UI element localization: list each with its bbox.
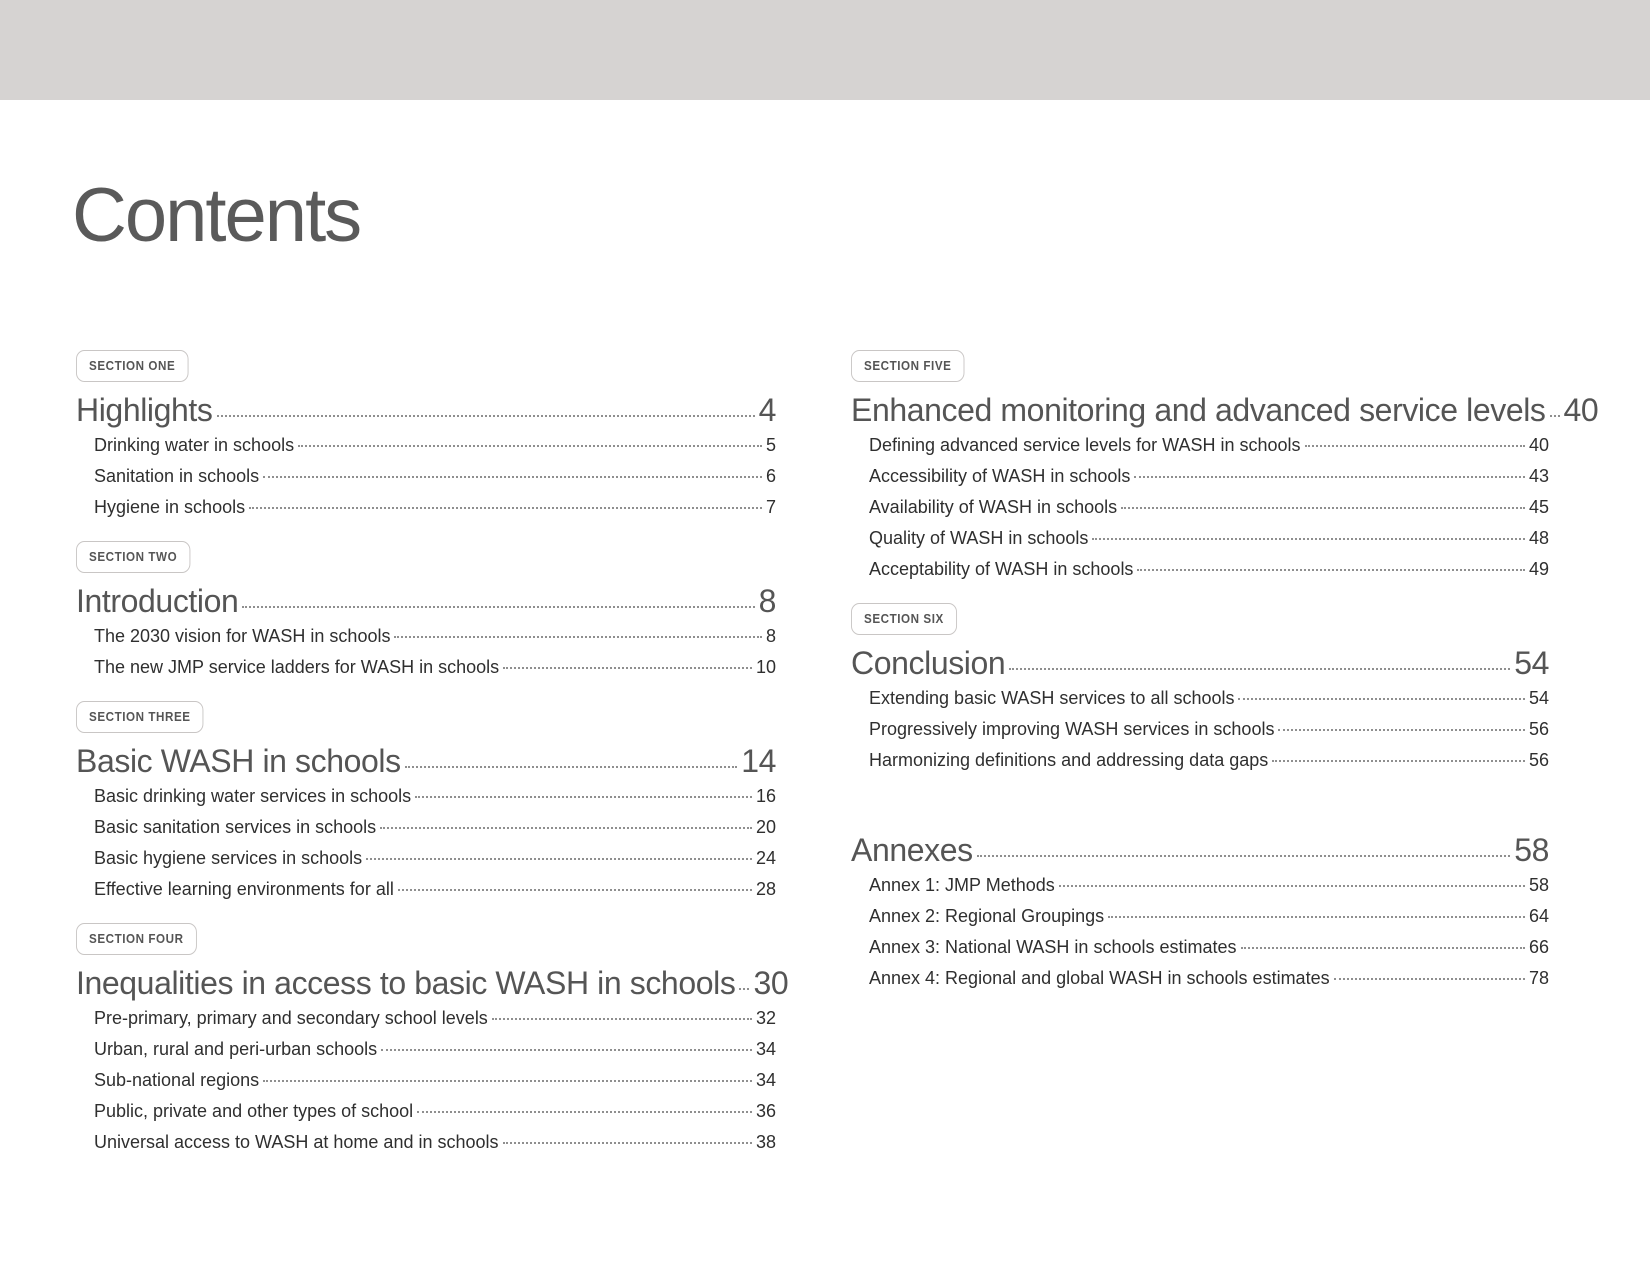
toc-entry-page-number: 56	[1528, 750, 1549, 770]
toc-entry[interactable]	[76, 1003, 776, 1034]
toc-section	[76, 541, 776, 683]
toc-entry-page-number: 43	[1528, 466, 1549, 486]
toc-annexes	[851, 830, 1549, 994]
toc-entry-page-number: 28	[755, 879, 776, 899]
toc-entry[interactable]	[851, 683, 1549, 714]
toc-entry-page-number: 38	[755, 1132, 776, 1152]
toc-heading-entry-page-number: 40	[1563, 392, 1599, 428]
page-title: Contents	[72, 173, 361, 258]
toc-entry-label: The 2030 vision for WASH in schools	[94, 626, 391, 646]
toc-entry[interactable]	[76, 621, 776, 652]
toc-entry-page-number: 58	[1528, 875, 1549, 895]
toc-entry[interactable]	[76, 461, 776, 492]
dot-leader	[249, 507, 762, 509]
toc-entry-page-number: 34	[755, 1039, 776, 1059]
toc-left-column	[76, 350, 789, 1176]
header-band	[0, 0, 1650, 100]
toc-entry-label: The new JMP service ladders for WASH in schools	[94, 657, 500, 677]
toc-entry[interactable]	[851, 901, 1549, 932]
dot-leader	[1137, 569, 1525, 571]
toc-section	[851, 350, 1599, 585]
dot-leader	[263, 1080, 752, 1082]
dot-leader	[242, 606, 754, 608]
dot-leader	[1009, 668, 1510, 670]
toc-entry[interactable]	[851, 492, 1549, 523]
toc-entry-label: Basic drinking water services in schools	[94, 786, 412, 806]
toc-entry[interactable]	[76, 492, 776, 523]
toc-entry-label: Sanitation in schools	[94, 466, 260, 486]
toc-entry-label: Accessibility of WASH in schools	[869, 466, 1131, 486]
toc-entry-label: Drinking water in schools	[94, 435, 295, 455]
toc-section	[76, 923, 789, 1158]
toc-entry-label: Sub-national regions	[94, 1070, 260, 1090]
toc-entry-page-number: 49	[1528, 559, 1549, 579]
section-badge: SECTION FOUR	[76, 923, 197, 955]
toc-entry-label: Harmonizing definitions and addressing data gaps	[869, 750, 1269, 770]
toc-entry[interactable]	[851, 932, 1549, 963]
section-badge: SECTION ONE	[76, 350, 188, 382]
toc-entry-page-number: 45	[1528, 497, 1549, 517]
dot-leader	[1238, 698, 1524, 700]
toc-entry[interactable]	[851, 745, 1549, 776]
section-badge: SECTION SIX	[851, 603, 957, 635]
dot-leader	[298, 445, 762, 447]
toc-entry-page-number: 8	[765, 626, 776, 646]
toc-entry-page-number: 20	[755, 817, 776, 837]
dot-leader	[503, 1142, 752, 1144]
dot-leader	[503, 667, 752, 669]
toc-entry-page-number: 24	[755, 848, 776, 868]
dot-leader	[1121, 507, 1525, 509]
dot-leader	[1108, 916, 1525, 918]
toc-heading-entry-page-number: 54	[1514, 645, 1549, 681]
toc-heading-entry[interactable]	[76, 963, 789, 1003]
toc-entry[interactable]	[851, 963, 1549, 994]
toc-entry-label: Extending basic WASH services to all schools	[869, 688, 1235, 708]
toc-entry-page-number: 34	[755, 1070, 776, 1090]
toc-entry[interactable]	[76, 1096, 776, 1127]
toc-heading-entry-page-number: 58	[1514, 832, 1549, 868]
toc-entry-page-number: 10	[755, 657, 776, 677]
toc-entry-page-number: 32	[755, 1008, 776, 1028]
toc-section	[76, 701, 776, 905]
toc-heading-entry-label: Annexes	[851, 832, 973, 868]
toc-heading-entry-page-number: 30	[753, 965, 789, 1001]
toc-entry[interactable]	[76, 430, 776, 461]
toc-entry-page-number: 7	[765, 497, 776, 517]
toc-entry-page-number: 54	[1528, 688, 1549, 708]
toc-entry-page-number: 66	[1528, 937, 1549, 957]
toc-entry[interactable]	[76, 843, 776, 874]
toc-entry[interactable]	[851, 870, 1549, 901]
dot-leader	[263, 476, 762, 478]
toc-heading-entry-label: Introduction	[76, 583, 239, 619]
toc-entry-label: Effective learning environments for all	[94, 879, 394, 899]
toc-heading-entry-label: Conclusion	[851, 645, 1006, 681]
toc-entry-label: Annex 3: National WASH in schools estimates	[869, 937, 1237, 957]
toc-entry-label: Acceptability of WASH in schools	[869, 559, 1134, 579]
dot-leader	[1278, 729, 1525, 731]
toc-heading-entry[interactable]	[851, 643, 1549, 683]
toc-entry-page-number: 64	[1528, 906, 1549, 926]
toc-heading-entry-page-number: 8	[758, 583, 776, 619]
dot-leader	[415, 796, 752, 798]
toc-heading-entry-label: Basic WASH in schools	[76, 743, 401, 779]
toc-entry[interactable]	[76, 874, 776, 905]
toc-entry[interactable]	[76, 812, 776, 843]
toc-heading-entry-page-number: 4	[758, 392, 776, 428]
dot-leader	[1305, 445, 1525, 447]
toc-entry-label: Urban, rural and peri-urban schools	[94, 1039, 378, 1059]
section-badge: SECTION THREE	[76, 701, 204, 733]
toc-heading-entry[interactable]	[76, 390, 776, 430]
toc-right-column	[851, 350, 1599, 1012]
toc-entry[interactable]	[76, 1065, 776, 1096]
toc-entry[interactable]	[851, 714, 1549, 745]
toc-heading-entry[interactable]	[76, 741, 776, 781]
toc-entry[interactable]	[76, 1034, 776, 1065]
dot-leader	[417, 1111, 752, 1113]
dot-leader	[366, 858, 752, 860]
toc-entry[interactable]	[851, 461, 1549, 492]
toc-entry-page-number: 6	[765, 466, 776, 486]
toc-entry-page-number: 5	[765, 435, 776, 455]
dot-leader	[1092, 538, 1525, 540]
toc-entry[interactable]	[76, 781, 776, 812]
toc-entry-label: Universal access to WASH at home and in schools	[94, 1132, 499, 1152]
toc-entry-label: Annex 2: Regional Groupings	[869, 906, 1105, 926]
dot-leader	[1550, 415, 1560, 417]
toc-entry-page-number: 48	[1528, 528, 1549, 548]
toc-entry-page-number: 40	[1528, 435, 1549, 455]
toc-heading-entry[interactable]	[76, 581, 776, 621]
toc-heading-entry-label: Enhanced monitoring and advanced service levels	[851, 392, 1546, 428]
dot-leader	[1334, 978, 1525, 980]
toc-entry-label: Public, private and other types of school	[94, 1101, 414, 1121]
toc-heading-entry-label: Highlights	[76, 392, 213, 428]
toc-heading-entry[interactable]	[851, 830, 1549, 870]
dot-leader	[398, 889, 752, 891]
toc-entry[interactable]	[851, 523, 1549, 554]
toc-entry-label: Quality of WASH in schools	[869, 528, 1089, 548]
toc-entry-page-number: 56	[1528, 719, 1549, 739]
toc-entry-label: Availability of WASH in schools	[869, 497, 1118, 517]
dot-leader	[492, 1018, 752, 1020]
toc-entry-label: Pre-primary, primary and secondary school levels	[94, 1008, 488, 1028]
toc-entry-label: Annex 4: Regional and global WASH in schools estimates	[869, 968, 1330, 988]
toc-entry[interactable]	[76, 1127, 776, 1158]
toc-entry[interactable]	[851, 430, 1549, 461]
dot-leader	[405, 766, 737, 768]
toc-entry-label: Progressively improving WASH services in schools	[869, 719, 1275, 739]
dot-leader	[1059, 885, 1525, 887]
dot-leader	[394, 636, 762, 638]
dot-leader	[217, 415, 755, 417]
toc-entry-label: Basic sanitation services in schools	[94, 817, 377, 837]
toc-entry-page-number: 36	[755, 1101, 776, 1121]
section-badge: SECTION TWO	[76, 541, 190, 573]
dot-leader	[1134, 476, 1525, 478]
toc-section	[76, 350, 776, 523]
toc-heading-entry-page-number: 14	[741, 743, 776, 779]
dot-leader	[1272, 760, 1525, 762]
dot-leader	[739, 988, 749, 990]
toc-entry-page-number: 16	[755, 786, 776, 806]
toc-heading-entry-label: Inequalities in access to basic WASH in schools	[76, 965, 736, 1001]
dot-leader	[380, 827, 752, 829]
dot-leader	[977, 855, 1510, 857]
toc-entry-label: Basic hygiene services in schools	[94, 848, 363, 868]
toc-entry[interactable]	[76, 652, 776, 683]
dot-leader	[1241, 947, 1525, 949]
toc-entry[interactable]	[851, 554, 1549, 585]
toc-entry-page-number: 78	[1528, 968, 1549, 988]
section-badge: SECTION FIVE	[851, 350, 964, 382]
toc-heading-entry[interactable]	[851, 390, 1599, 430]
dot-leader	[381, 1049, 752, 1051]
toc-entry-label: Hygiene in schools	[94, 497, 246, 517]
toc-section	[851, 603, 1549, 776]
toc-entry-label: Defining advanced service levels for WASH in schools	[869, 435, 1301, 455]
toc-entry-label: Annex 1: JMP Methods	[869, 875, 1055, 895]
